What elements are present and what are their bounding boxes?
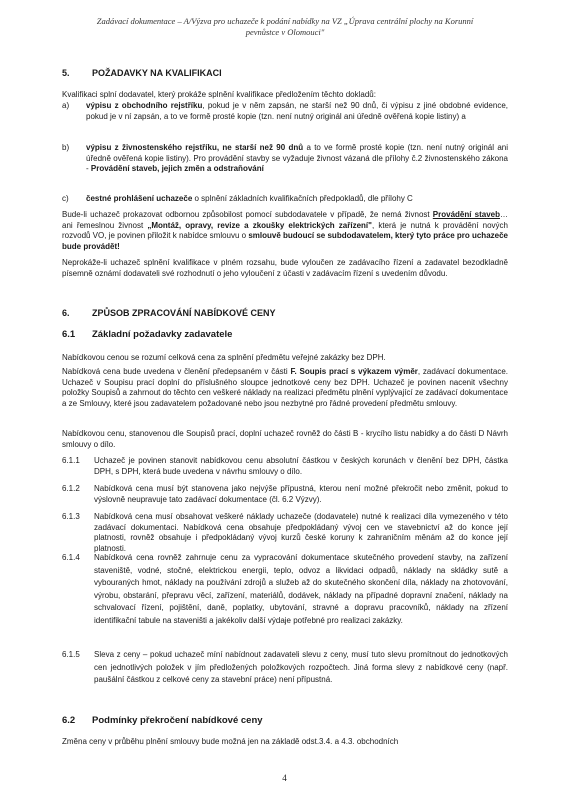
section-6-heading [62, 308, 276, 318]
clause-6-1-4 [62, 552, 508, 628]
section-title: ZPŮSOB ZPRACOVÁNÍ NABÍDKOVÉ CENY [92, 308, 276, 318]
clause-text: Nabídková cena musí obsahovat veškeré náklady uchazeče (dodavatele) nutné k realizaci díla vymezeného v této zadávací dokumentaci. Nabídková cena obsahuje předpokládaný vývoj cen ve stavebnictví až do konce její platnosti, rovněž obsahuje i předpokládaný vývoj kurzů české koruny k zahraničním měnám až do konce její platnosti. [94, 512, 508, 553]
clause-number: 6.1.5 [62, 650, 80, 659]
clause-text: Nabídková cena musí být stanovena jako nejvýše přípustná, kterou není možné překročit nebo změnit, pokud to výslovně neupravuje tato zadávací dokumentace (čl. 6.2 Výzvy). [94, 484, 508, 504]
clause-text: Nabídková cena rovněž zahrnuje cenu za vypracování dokumentace skutečného provedení stavby, na zařízení staveniště, vodné, stočné, elektrickou energii, teplo, odvoz a likvidaci odpadů, náklady na skládky sutě a vybouraných hmot, náklady na používání zdrojů a služeb až do skutečného skončení díla, náklady na zhotovování, výrobu, obstarání, přepravu věcí, zařízení, materiálů, dodávek, náklady na případné dopravní značení, náklady na schvalovací řízení, pojištění, daně, poplatky, ubytování, stravné a dopravu pracovníků, náklady na zřízení identifikační tabule na staveništi a jakékoliv další výdaje potřebné pro realizaci zakázky. [94, 553, 508, 625]
list-text: čestné prohlášení uchazeče o splnění základních kvalifikačních předpokladů, dle přílohy C [86, 194, 413, 203]
list-text: výpisu z živnostenského rejstříku, ne starší než 90 dnů a to ve formě prosté kopie (tzn. není nutný originál ani úředně ověřená kopie listiny). Pro provádění stavby se vyžaduje živnost vázaná dle přílohy č.2 živnostenského zákona - Provádění staveb, jejich změn a odstraňování [86, 143, 508, 174]
price-structure-paragraph: Nabídková cena bude uvedena v členění předepsaném v části F. Soupis prací s výkazem výměr, zadávací dokumentace. Uchazeč v Soupisu prací doplní do příslušného sloupce jednotkové ceny bez DPH. Uchazeč je povinen nacenit všechny položky Soupisů a zahrnout do těchto cen veškeré náklady na realizaci předmětu plnění vyplývající ze zadávací dokumentace a ze Smlouvy, které jsou zadavatelem požadované nebo jsou nezbytné pro řádné provedení předmětu smlouvy. [62, 367, 508, 408]
clause-number: 6.1.2 [62, 484, 80, 493]
list-item-b [62, 143, 508, 175]
section-title: POŽADAVKY NA KVALIFIKACI [92, 68, 222, 78]
price-definition-paragraph: Nabídkovou cenou se rozumí celková cena za splnění předmětu veřejné zakázky bez DPH. [62, 353, 386, 362]
list-item-a [62, 101, 508, 122]
subcontractor-paragraph: Bude-li uchazeč prokazovat odbornou způsobilost pomocí subdodavatele v případě, že nemá živnost Provádění staveb… ani řemeslnou živnost „Montáž, opravy, revize a zkoušky elektrických zařízení", která je nutná k provádění nových rozvodů VO, je povinen přiložit k nabídce smlouvu o smlouvě budoucí se subdodavatelem, který tyto práce pro uchazeče bude provádět! [62, 210, 509, 251]
clause-6-1-5 [62, 649, 508, 687]
list-marker: b) [62, 143, 70, 152]
clause-text: Uchazeč je povinen stanovit nabídkovou cenu absolutní částkou v českých korunách v členění bez DPH, částka DPH, s DPH, která bude uvedena v návrhu smlouvy o dílo. [94, 456, 508, 476]
subsection-title: Základní požadavky zadavatele [92, 329, 233, 340]
list-text: výpisu z obchodního rejstříku, pokud je v něm zapsán, ne starší než 90 dnů, či výpisu z jiné obdobné evidence, pokud je v ní zapsán, a to ve formě prosté kopie (tzn. není nutný originál ani úředně ověřená kopie listiny) a [86, 101, 508, 121]
clause-6-1-3 [62, 512, 508, 554]
clause-number: 6.1.1 [62, 456, 80, 465]
running-header [60, 16, 510, 38]
list-marker: c) [62, 194, 69, 203]
list-marker: a) [62, 101, 70, 110]
list-item-c [62, 194, 508, 205]
subsection-6-2-heading [62, 715, 263, 726]
section-number: 5. [62, 68, 70, 78]
section-number: 6. [62, 308, 70, 318]
disqualification-paragraph: Neprokáže-li uchazeč splnění kvalifikace v plném rozsahu, bude vyloučen ze zadávacího řízení a zadavatel bezodkladně písemně oznámí dodavateli své rozhodnutí o jeho vyloučení z účasti v zadávacím řízení s uvedením důvodu. [62, 258, 508, 278]
section-5-intro: Kvalifikaci splní dodavatel, který prokáže splnění kvalifikace předložením těchto dokladů: [62, 90, 376, 99]
page-number: 4 [282, 773, 287, 783]
header-line-1: Zadávací dokumentace – A/Výzva pro uchazeče k podání nabídky na VZ „Úprava centrální plochy na Korunní [96, 16, 474, 26]
subsection-number: 6.1 [62, 329, 76, 340]
subsection-6-1-heading [62, 329, 232, 340]
subsection-title: Podmínky překročení nabídkové ceny [92, 715, 263, 726]
clause-6-1-2 [62, 484, 508, 505]
header-line-2: pevnůstce v Olomouci" [245, 27, 325, 37]
subsection-number: 6.2 [62, 715, 76, 726]
clause-number: 6.1.4 [62, 553, 80, 562]
clause-text: Sleva z ceny – pokud uchazeč míní nabídnout zadavateli slevu z ceny, musí tuto slevu promítnout do jednotkových cen jednotlivých položek v jím předložených položkových rozpočtech. Jiná forma slevy z nabídkové ceny (např. paušální částkou z celkové ceny za stavební práce) není přípustná. [94, 650, 508, 685]
section-5-heading [62, 68, 222, 78]
price-change-paragraph: Změna ceny v průběhu plnění smlouvy bude možná jen na základě odst.3.4. a 4.3. obchodních [62, 737, 399, 746]
clause-6-1-1 [62, 456, 508, 477]
clause-number: 6.1.3 [62, 512, 80, 521]
price-entry-paragraph: Nabídkovou cenu, stanovenou dle Soupisů prací, doplní uchazeč rovněž do části B - krycího listu nabídky a do části D Návrh smlouvy o dílo. [62, 429, 508, 449]
